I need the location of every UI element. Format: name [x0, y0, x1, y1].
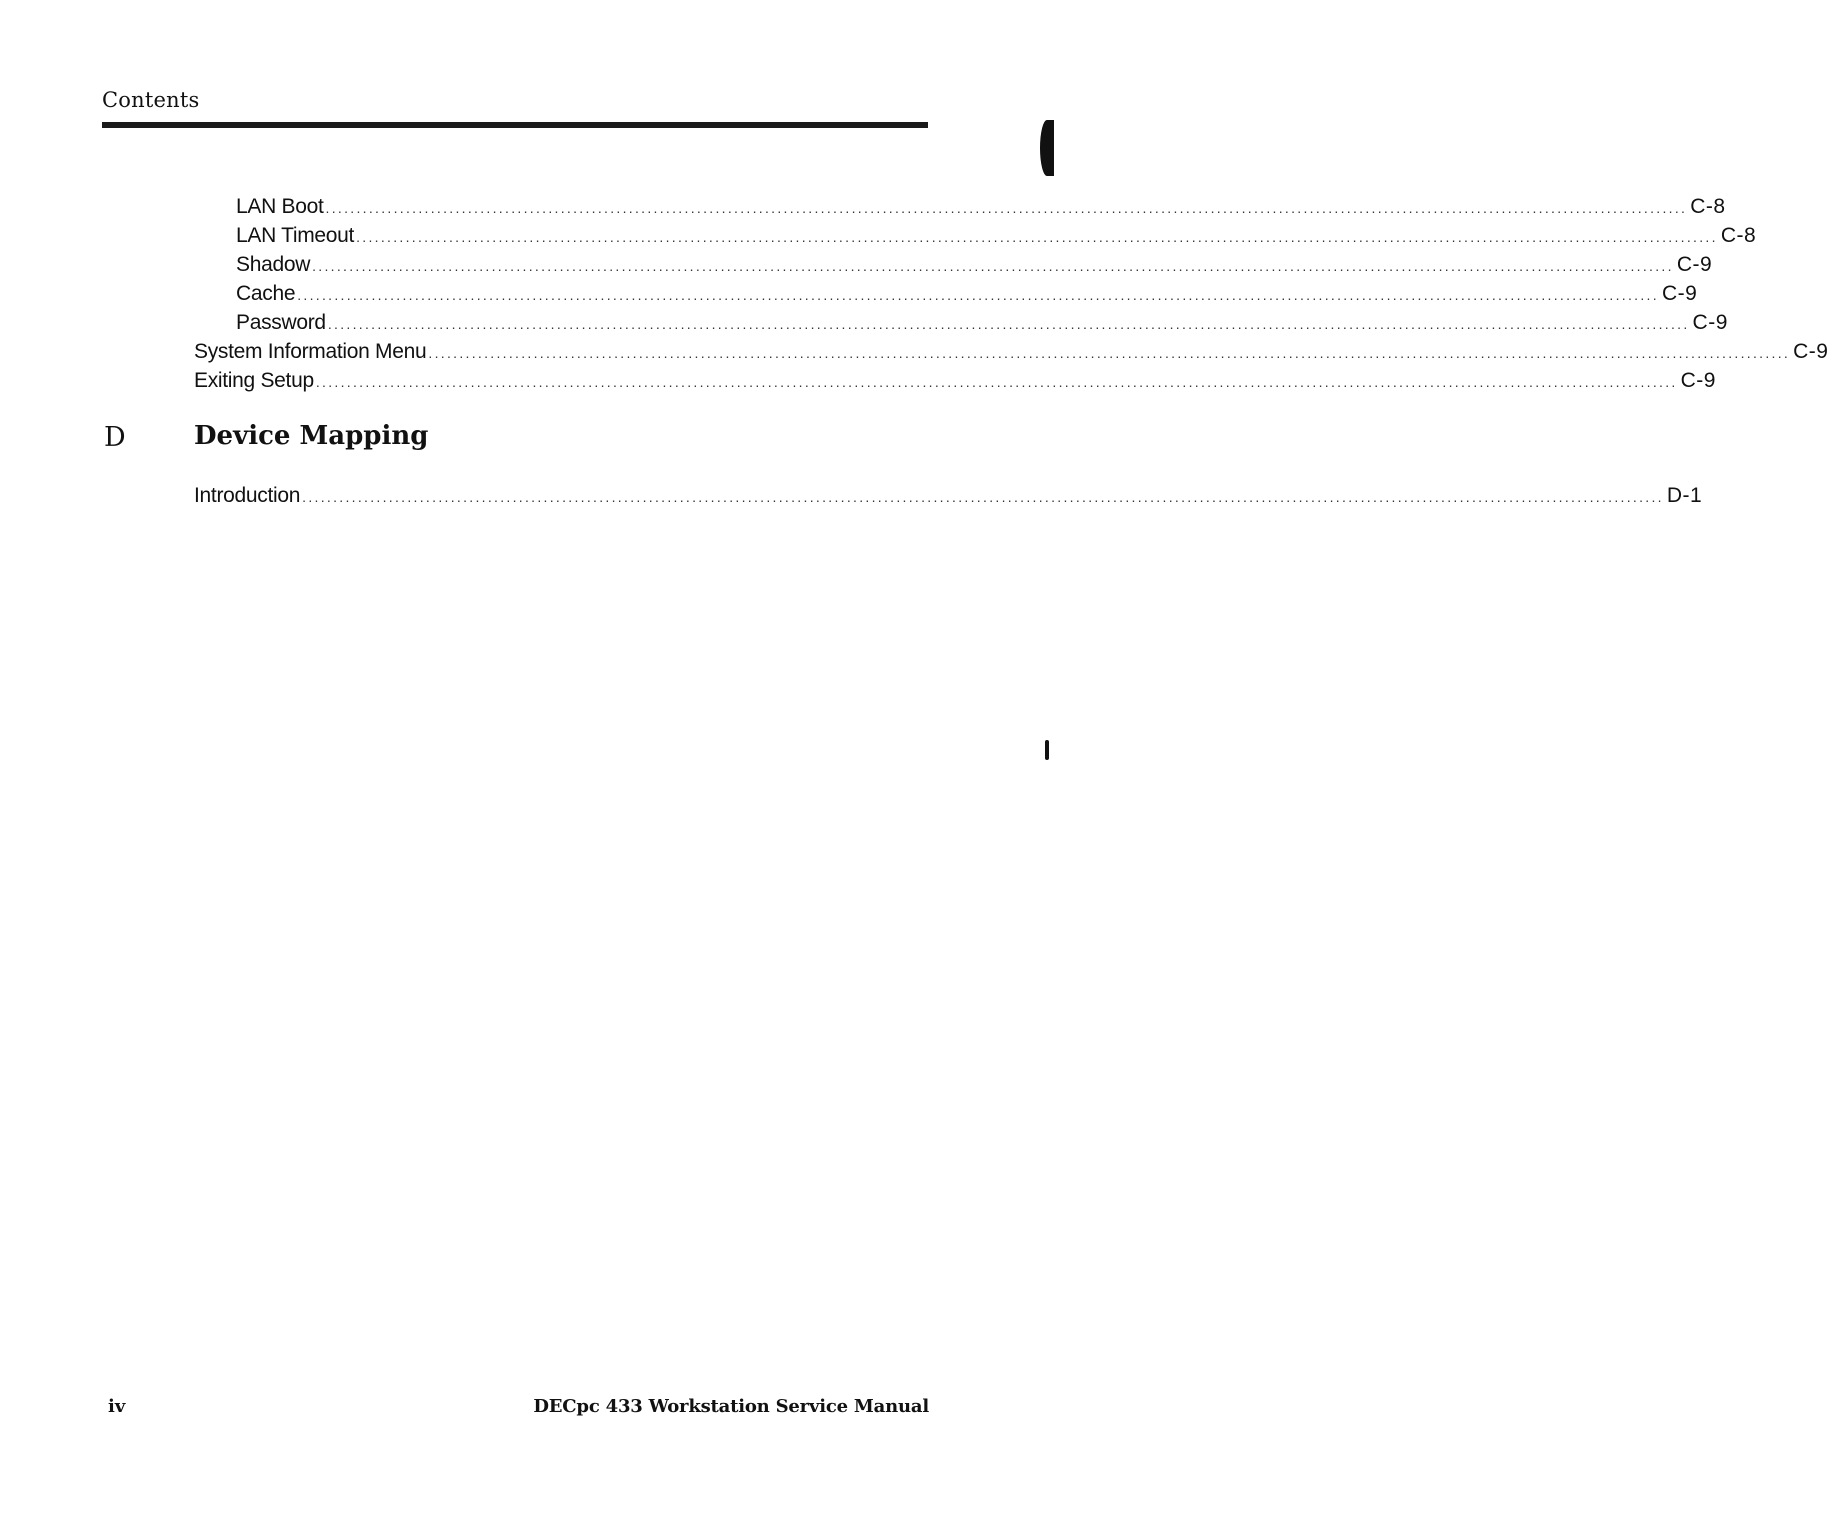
toc-entry-page: C-9 [1793, 340, 1828, 363]
toc-entry-label: LAN Timeout [236, 224, 355, 247]
toc-entry-label: LAN Boot [236, 195, 324, 218]
book-title: DECpc 433 Workstation Service Manual [533, 1396, 929, 1417]
toc-leader-dots: ............................................................................................................................................................................................................................ [356, 229, 1718, 245]
toc-entry-cache[interactable] [236, 282, 1698, 311]
toc-entry-lan-timeout[interactable] [236, 224, 1757, 253]
toc-leader-dots: ............................................................................................................................................................................................................................ [297, 287, 1659, 303]
toc-entry-password[interactable] [236, 311, 1728, 340]
toc-entry-exiting-setup[interactable] [194, 369, 1716, 398]
toc-leader-dots: ............................................................................................................................................................................................................................ [428, 345, 1791, 361]
toc-leader-dots: ............................................................................................................................................................................................................................ [327, 316, 1690, 332]
toc-entry-shadow[interactable] [236, 253, 1713, 282]
toc-entry-lan-boot[interactable] [236, 195, 1726, 224]
appendix-title[interactable]: Device Mapping [194, 421, 429, 451]
toc-leader-dots: ............................................................................................................................................................................................................................ [315, 374, 1678, 390]
toc-entry-page: D-1 [1666, 484, 1703, 507]
running-head: Contents [102, 88, 200, 112]
toc-entry-label: Password [236, 311, 326, 334]
toc-entry-system-information-menu[interactable] [194, 340, 1828, 369]
toc-leader-dots: ............................................................................................................................................................................................................................ [302, 489, 1664, 505]
toc-leader-dots: ............................................................................................................................................................................................................................ [312, 258, 1674, 274]
page-folio: iv [108, 1396, 126, 1417]
header-rule [102, 122, 928, 128]
toc-entry-page: C-9 [1676, 253, 1713, 276]
toc-entry-page: C-9 [1661, 282, 1698, 305]
toc-entry-introduction[interactable] [194, 484, 1703, 513]
toc-entry-label: Introduction [194, 484, 301, 507]
toc-leader-dots: ............................................................................................................................................................................................................................ [325, 200, 1688, 216]
toc-entry-label: Shadow [236, 253, 311, 276]
toc-entry-page: C-8 [1690, 195, 1726, 218]
toc-entry-page: C-9 [1680, 369, 1716, 392]
toc-entry-label: Exiting Setup [194, 369, 314, 392]
toc-entry-page: C-8 [1720, 224, 1757, 247]
toc-entry-label: System Information Menu [194, 340, 427, 363]
binding-edge-mark-small [1045, 740, 1049, 760]
toc-entry-label: Cache [236, 282, 296, 305]
binding-edge-mark [1040, 120, 1054, 176]
appendix-letter: D [104, 422, 126, 453]
toc-entry-page: C-9 [1692, 311, 1728, 334]
